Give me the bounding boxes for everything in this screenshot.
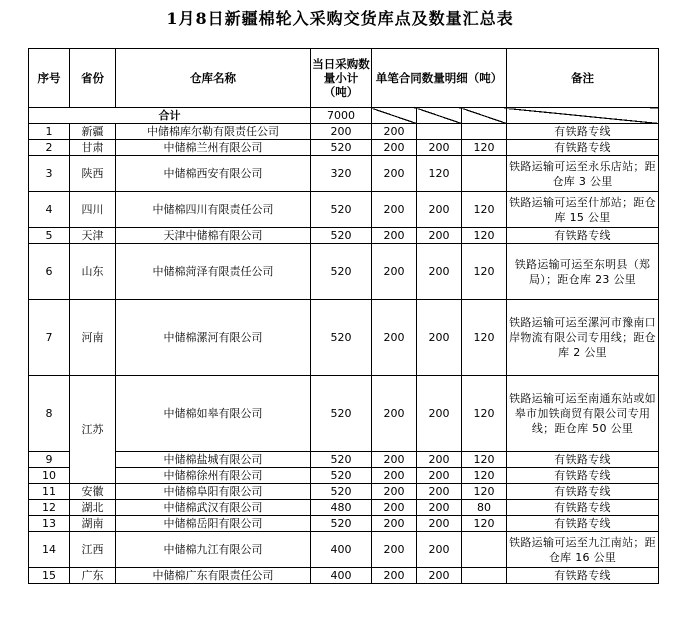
row-detail-3: 120 xyxy=(462,376,507,452)
table-row xyxy=(29,300,659,376)
row-warehouse: 中储棉武汉有限公司 xyxy=(116,500,311,516)
row-warehouse: 中储棉九江有限公司 xyxy=(116,532,311,568)
row-warehouse: 中储棉西安有限公司 xyxy=(116,156,311,192)
row-note: 有铁路专线 xyxy=(507,568,659,584)
row-note: 有铁路专线 xyxy=(507,516,659,532)
row-detail-3: 120 xyxy=(462,228,507,244)
row-detail-1: 200 xyxy=(372,124,417,140)
row-detail-2: 200 xyxy=(417,244,462,300)
table-row xyxy=(29,452,659,468)
table-row xyxy=(29,140,659,156)
table-row xyxy=(29,124,659,140)
row-subtotal: 520 xyxy=(311,244,372,300)
row-detail-1: 200 xyxy=(372,484,417,500)
row-subtotal: 320 xyxy=(311,156,372,192)
row-subtotal: 520 xyxy=(311,376,372,452)
row-note: 有铁路专线 xyxy=(507,484,659,500)
row-warehouse: 天津中储棉有限公司 xyxy=(116,228,311,244)
row-detail-2: 200 xyxy=(417,468,462,484)
row-warehouse: 中储棉兰州有限公司 xyxy=(116,140,311,156)
row-detail-2 xyxy=(417,124,462,140)
row-detail-1: 200 xyxy=(372,156,417,192)
row-note: 铁路运输可运至漯河市豫南口岸物流有限公司专用线；距仓库 2 公里 xyxy=(507,300,659,376)
row-subtotal: 520 xyxy=(311,484,372,500)
row-detail-3 xyxy=(462,532,507,568)
row-province: 甘肃 xyxy=(70,140,116,156)
row-seq: 7 xyxy=(29,300,70,376)
row-detail-3 xyxy=(462,124,507,140)
row-detail-2: 200 xyxy=(417,484,462,500)
row-province: 天津 xyxy=(70,228,116,244)
row-warehouse: 中储棉菏泽有限责任公司 xyxy=(116,244,311,300)
row-seq: 10 xyxy=(29,468,70,484)
row-detail-3: 120 xyxy=(462,300,507,376)
row-warehouse: 中储棉四川有限责任公司 xyxy=(116,192,311,228)
row-detail-3: 120 xyxy=(462,192,507,228)
row-detail-3: 120 xyxy=(462,484,507,500)
row-subtotal: 480 xyxy=(311,500,372,516)
row-seq: 1 xyxy=(29,124,70,140)
row-subtotal: 520 xyxy=(311,516,372,532)
row-detail-1: 200 xyxy=(372,532,417,568)
row-seq: 4 xyxy=(29,192,70,228)
row-seq: 14 xyxy=(29,532,70,568)
row-subtotal: 400 xyxy=(311,532,372,568)
table-row xyxy=(29,228,659,244)
row-subtotal: 520 xyxy=(311,228,372,244)
row-detail-1: 200 xyxy=(372,244,417,300)
row-detail-2: 200 xyxy=(417,568,462,584)
total-label: 合计 xyxy=(29,108,311,124)
total-value: 7000 xyxy=(311,108,372,124)
row-seq: 6 xyxy=(29,244,70,300)
row-seq: 11 xyxy=(29,484,70,500)
header-note: 备注 xyxy=(507,49,659,108)
row-detail-3: 120 xyxy=(462,140,507,156)
row-province: 四川 xyxy=(70,192,116,228)
table-row xyxy=(29,500,659,516)
table-row xyxy=(29,532,659,568)
row-detail-2: 200 xyxy=(417,192,462,228)
row-subtotal: 520 xyxy=(311,192,372,228)
diagonal-cell xyxy=(507,108,659,124)
row-detail-1: 200 xyxy=(372,452,417,468)
table-row xyxy=(29,516,659,532)
row-seq: 2 xyxy=(29,140,70,156)
row-seq: 13 xyxy=(29,516,70,532)
row-warehouse: 中储棉广东有限责任公司 xyxy=(116,568,311,584)
header-province: 省份 xyxy=(70,49,116,108)
table-row xyxy=(29,192,659,228)
row-detail-1: 200 xyxy=(372,376,417,452)
row-warehouse: 中储棉如皋有限公司 xyxy=(116,376,311,452)
row-seq: 9 xyxy=(29,452,70,468)
header-seq: 序号 xyxy=(29,49,70,108)
row-note: 有铁路专线 xyxy=(507,228,659,244)
row-detail-2: 200 xyxy=(417,500,462,516)
row-warehouse: 中储棉漯河有限公司 xyxy=(116,300,311,376)
row-warehouse: 中储棉徐州有限公司 xyxy=(116,468,311,484)
row-detail-3: 120 xyxy=(462,516,507,532)
row-detail-3: 120 xyxy=(462,452,507,468)
row-detail-1: 200 xyxy=(372,500,417,516)
row-province: 山东 xyxy=(70,244,116,300)
row-province: 江西 xyxy=(70,532,116,568)
row-subtotal: 520 xyxy=(311,452,372,468)
row-detail-2: 200 xyxy=(417,516,462,532)
row-detail-2: 200 xyxy=(417,140,462,156)
row-detail-3: 80 xyxy=(462,500,507,516)
row-note: 有铁路专线 xyxy=(507,124,659,140)
row-detail-3: 120 xyxy=(462,244,507,300)
row-province: 新疆 xyxy=(70,124,116,140)
row-detail-1: 200 xyxy=(372,516,417,532)
row-detail-3: 120 xyxy=(462,468,507,484)
row-seq: 3 xyxy=(29,156,70,192)
diagonal-cell xyxy=(372,108,417,124)
row-province: 安徽 xyxy=(70,484,116,500)
row-seq: 15 xyxy=(29,568,70,584)
page-title: 1月8日新疆棉轮入采购交货库点及数量汇总表 xyxy=(166,9,514,28)
row-detail-1: 200 xyxy=(372,300,417,376)
row-warehouse: 中储棉岳阳有限公司 xyxy=(116,516,311,532)
row-subtotal: 520 xyxy=(311,140,372,156)
row-detail-2: 200 xyxy=(417,376,462,452)
row-note: 有铁路专线 xyxy=(507,452,659,468)
row-warehouse: 中储棉库尔勒有限责任公司 xyxy=(116,124,311,140)
header-row xyxy=(29,49,659,108)
row-seq: 12 xyxy=(29,500,70,516)
row-note: 有铁路专线 xyxy=(507,140,659,156)
row-note: 有铁路专线 xyxy=(507,468,659,484)
row-detail-2: 200 xyxy=(417,532,462,568)
row-subtotal: 200 xyxy=(311,124,372,140)
row-detail-3 xyxy=(462,156,507,192)
row-province: 陕西 xyxy=(70,156,116,192)
table-row xyxy=(29,376,659,452)
row-seq: 8 xyxy=(29,376,70,452)
row-note: 铁路运输可运至南通东站或如皋市加铁商贸有限公司专用线；距仓库 50 公里 xyxy=(507,376,659,452)
row-detail-1: 200 xyxy=(372,140,417,156)
row-province: 湖北 xyxy=(70,500,116,516)
row-province: 广东 xyxy=(70,568,116,584)
row-province: 江苏 xyxy=(70,376,116,484)
row-subtotal: 520 xyxy=(311,468,372,484)
row-detail-2: 200 xyxy=(417,300,462,376)
row-warehouse: 中储棉阜阳有限公司 xyxy=(116,484,311,500)
table-row xyxy=(29,244,659,300)
diagonal-cell xyxy=(417,108,462,124)
diagonal-cell xyxy=(462,108,507,124)
table-row xyxy=(29,568,659,584)
table-row xyxy=(29,468,659,484)
header-daily-total: 当日采购数量小计（吨） xyxy=(311,49,372,108)
row-subtotal: 520 xyxy=(311,300,372,376)
total-row xyxy=(29,108,659,124)
row-note: 铁路运输可运至九江南站；距仓库 16 公里 xyxy=(507,532,659,568)
row-detail-2: 120 xyxy=(417,156,462,192)
row-detail-1: 200 xyxy=(372,192,417,228)
row-detail-1: 200 xyxy=(372,468,417,484)
row-warehouse: 中储棉盐城有限公司 xyxy=(116,452,311,468)
row-detail-1: 200 xyxy=(372,568,417,584)
row-note: 铁路运输可运至永乐店站；距仓库 3 公里 xyxy=(507,156,659,192)
row-subtotal: 400 xyxy=(311,568,372,584)
row-seq: 5 xyxy=(29,228,70,244)
row-note: 铁路运输可运至什邡站；距仓库 15 公里 xyxy=(507,192,659,228)
row-detail-1: 200 xyxy=(372,228,417,244)
header-warehouse: 仓库名称 xyxy=(116,49,311,108)
row-detail-2: 200 xyxy=(417,228,462,244)
table-row xyxy=(29,156,659,192)
table-row xyxy=(29,484,659,500)
row-province: 河南 xyxy=(70,300,116,376)
row-note: 铁路运输可运至东明县（郑局）；距仓库 23 公里 xyxy=(507,244,659,300)
row-detail-3 xyxy=(462,568,507,584)
header-detail: 单笔合同数量明细（吨） xyxy=(372,49,507,108)
row-province: 湖南 xyxy=(70,516,116,532)
summary-table xyxy=(28,48,659,584)
row-note: 有铁路专线 xyxy=(507,500,659,516)
row-detail-2: 200 xyxy=(417,452,462,468)
